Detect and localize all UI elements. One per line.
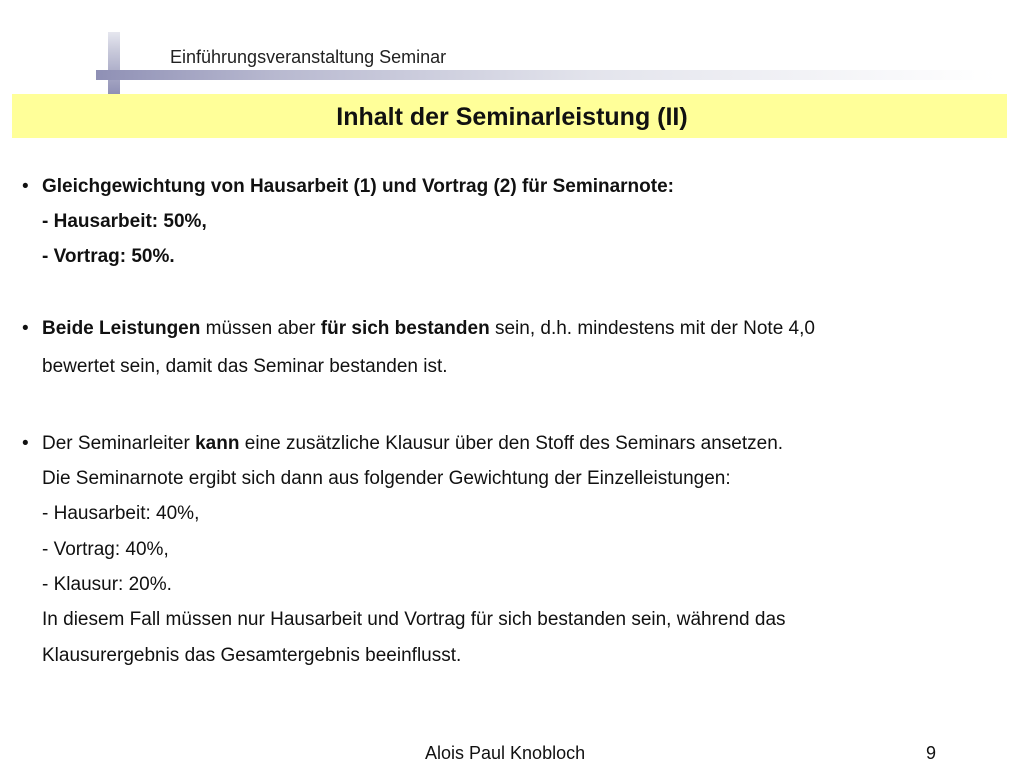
bullet-line: - Klausur: 20%. bbox=[42, 574, 172, 595]
bullet-line: Klausurergebnis das Gesamtergebnis beeinflusst. bbox=[42, 645, 462, 666]
emphasis-text: für sich bestanden bbox=[320, 318, 490, 339]
body-text: sein, d.h. mindestens mit der Note 4,0 bbox=[489, 318, 815, 339]
footer-author: Alois Paul Knobloch bbox=[425, 743, 586, 763]
bullet-line: - Hausarbeit: 40%, bbox=[42, 503, 200, 524]
bullet-line: In diesem Fall müssen nur Hausarbeit und Vortrag für sich bestanden sein, während das bbox=[42, 609, 786, 630]
bullet-line bbox=[42, 433, 783, 455]
page-number: 9 bbox=[926, 743, 937, 763]
body-text: Der Seminarleiter bbox=[42, 433, 196, 454]
bullet-marker: • bbox=[22, 318, 29, 339]
bullet-line bbox=[42, 318, 815, 340]
bullet-line: - Hausarbeit: 50%, bbox=[42, 211, 207, 232]
emphasis-text: Beide Leistungen bbox=[42, 318, 201, 339]
bullet-line: Gleichgewichtung von Hausarbeit (1) und Vortrag (2) für Seminarnote: bbox=[42, 176, 674, 197]
bullet-marker: • bbox=[22, 433, 29, 454]
bullet-line: - Vortrag: 50%. bbox=[42, 246, 175, 267]
bullet-line: Die Seminarnote ergibt sich dann aus folgender Gewichtung der Einzelleistungen: bbox=[42, 468, 731, 489]
bullet-line: - Vortrag: 40%, bbox=[42, 539, 169, 560]
decorative-vertical-bar bbox=[108, 32, 120, 94]
course-header: Einführungsveranstaltung Seminar bbox=[170, 47, 447, 67]
bullet-line: bewertet sein, damit das Seminar bestanden ist. bbox=[42, 356, 448, 377]
bullet-marker: • bbox=[22, 176, 29, 197]
body-text: müssen aber bbox=[200, 318, 321, 339]
slide-title: Inhalt der Seminarleistung (II) bbox=[336, 103, 688, 131]
decorative-horizontal-bar bbox=[96, 70, 996, 80]
body-text: eine zusätzliche Klausur über den Stoff des Seminars ansetzen. bbox=[239, 433, 784, 454]
emphasis-text: kann bbox=[195, 433, 240, 454]
